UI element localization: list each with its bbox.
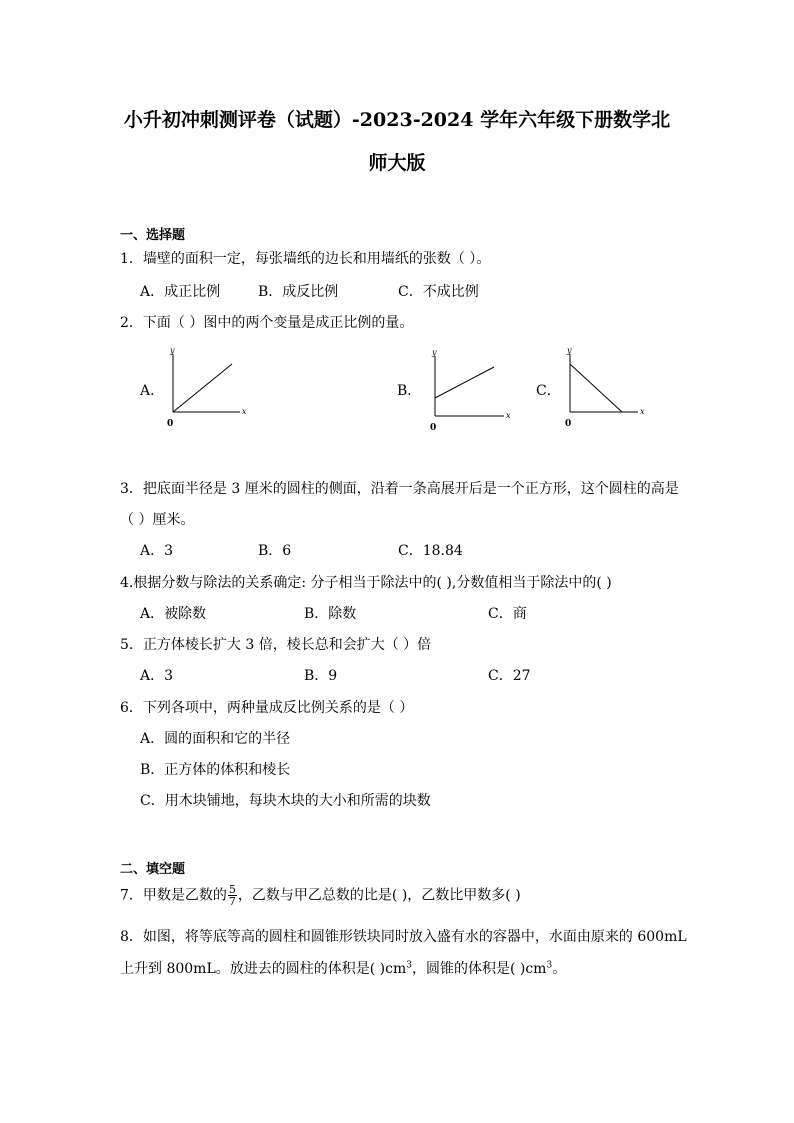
q8-part-a: 上升到 800mL。放进去的圆柱的体积是( )cm — [120, 961, 407, 977]
q6-option-a: A．圆的面积和它的半径 — [140, 731, 291, 747]
graph-b-line — [435, 367, 494, 398]
section-heading-fill: 二、填空题 — [120, 862, 186, 877]
question-3-line1: 3．把底面半径是 3 厘米的圆柱的侧面，沿着一条高展开后是一个正方形，这个圆柱的高是 — [120, 481, 679, 497]
graph-c-y-label: y — [567, 346, 572, 355]
question-5: 5．正方体棱长扩大 3 倍，棱长总和会扩大（ ）倍 — [120, 637, 432, 653]
question-3-line2: （ ）厘米。 — [120, 512, 195, 528]
q3-option-a: A．3 — [140, 543, 174, 559]
q1-option-a: A．成正比例 — [140, 284, 221, 300]
q5-option-c: C．27 — [488, 668, 531, 684]
q2-option-c: C． — [536, 383, 561, 399]
graph-b — [424, 346, 516, 432]
graph-c-x-label: x — [640, 407, 645, 416]
q3-option-b: B．6 — [258, 543, 292, 559]
graph-c-line — [570, 364, 622, 412]
graph-b-origin: 0 — [430, 423, 437, 432]
graph-c — [560, 344, 652, 430]
q7-fraction — [228, 884, 237, 907]
q2-option-a: A． — [140, 383, 165, 399]
q7-suffix: ，乙数与甲乙总数的比是( )，乙数比甲数多( ) — [237, 887, 521, 904]
question-6: 6．下列各项中，两种量成反比例关系的是（ ） — [120, 700, 414, 716]
q4-option-a: A．被除数 — [140, 606, 207, 622]
q4-option-c: C．商 — [488, 606, 527, 622]
q7-prefix: 7．甲数是乙数的 — [120, 887, 227, 904]
q1-option-c: C．不成比例 — [398, 284, 479, 300]
exam-title-line1: 小升初冲刺测评卷（试题）-2023-2024 学年六年级下册数学北 — [123, 109, 671, 131]
question-4: 4.根据分数与除法的关系确定: 分子相当于除法中的( ),分数值相当于除法中的( ) — [120, 575, 612, 591]
graph-a-line — [173, 364, 232, 412]
exam-title-line2: 师大版 — [368, 152, 426, 174]
q1-option-b: B．成反比例 — [258, 284, 339, 300]
q4-option-b: B．除数 — [304, 606, 357, 622]
q5-option-a: A．3 — [140, 668, 174, 684]
question-8-line1: 8．如图，将等底等高的圆柱和圆锥形铁块同时放入盛有水的容器中，水面由原来的 600mL — [120, 929, 687, 945]
q8-part-c: 。 — [552, 961, 567, 977]
q6-option-b: B．正方体的体积和棱长 — [140, 762, 291, 778]
q6-option-c: C．用木块铺地，每块木块的大小和所需的块数 — [140, 793, 431, 809]
q7-fraction-numerator: 5 — [228, 883, 236, 896]
graph-a-x-label: x — [242, 407, 247, 416]
q8-sup-2: 3 — [546, 960, 553, 971]
graph-c-origin: 0 — [565, 419, 572, 429]
q5-option-b: B．9 — [304, 668, 338, 684]
section-heading-choice: 一、选择题 — [120, 228, 186, 243]
question-2: 2．下面（ ）图中的两个变量是成正比例的量。 — [120, 315, 414, 331]
q7-fraction-denominator: 7 — [228, 895, 236, 908]
q3-option-c: C．18.84 — [398, 543, 463, 559]
graph-b-y-label: y — [432, 348, 437, 357]
graph-a — [162, 344, 254, 430]
question-1: 1．墙壁的面积一定，每张墙纸的边长和用墙纸的张数（ ）。 — [120, 251, 491, 267]
q2-option-b: B． — [397, 383, 422, 399]
q8-sup-1: 3 — [406, 960, 412, 971]
question-7 — [120, 884, 521, 907]
question-8-line2 — [120, 958, 566, 978]
graph-b-x-label: x — [506, 411, 511, 420]
graph-a-origin: 0 — [167, 419, 174, 429]
graph-a-y-label: y — [170, 346, 175, 355]
q8-part-b: ，圆锥的体积是( )cm — [411, 961, 547, 977]
